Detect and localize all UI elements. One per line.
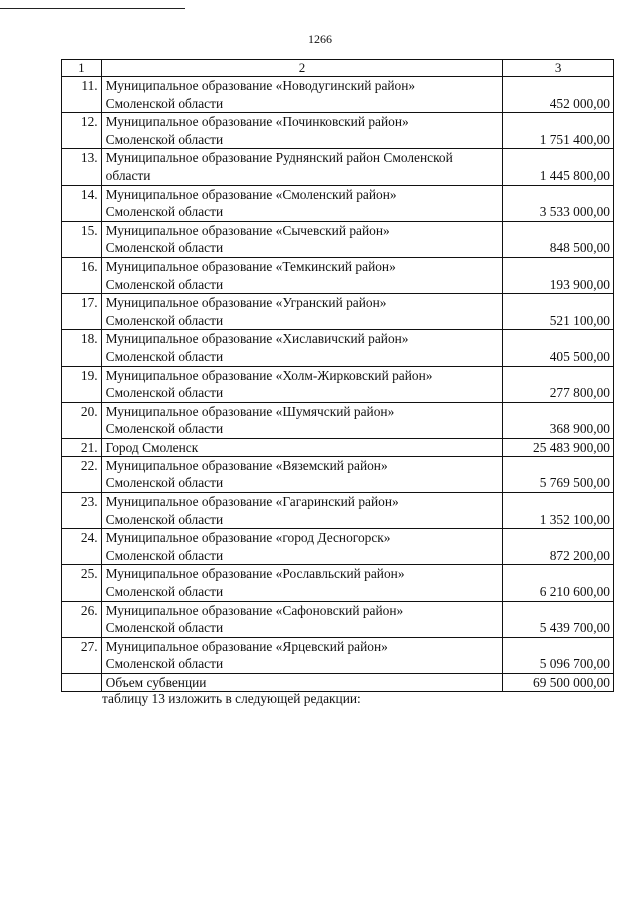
- row-number: 23.: [62, 493, 102, 529]
- table-row: [62, 330, 614, 366]
- total-row: [62, 674, 614, 692]
- subsidy-amount: 368 900,00: [503, 402, 614, 438]
- row-number: 24.: [62, 529, 102, 565]
- total-label: Объем субвенции: [101, 674, 503, 692]
- row-number: 13.: [62, 149, 102, 185]
- table-row: [62, 294, 614, 330]
- row-number: 22.: [62, 456, 102, 492]
- subsidy-amount: 193 900,00: [503, 257, 614, 293]
- municipality-name-line-2: Смоленской области: [105, 547, 224, 563]
- table-row: [62, 185, 614, 221]
- scan-edge-line: [0, 8, 185, 9]
- table-row: [62, 149, 614, 185]
- row-number: 27.: [62, 637, 102, 673]
- municipality-name-line-1: Муниципальное образование «Сафоновский район»: [105, 602, 404, 618]
- municipality-name: [101, 77, 503, 113]
- subsidy-table: [61, 59, 614, 692]
- table-row: [62, 529, 614, 565]
- table-row: [62, 366, 614, 402]
- municipality-name: [101, 637, 503, 673]
- page-number: 1266: [308, 32, 332, 46]
- municipality-name: [101, 149, 503, 185]
- municipality-name-line-2: Смоленской области: [105, 276, 224, 292]
- municipality-name: [101, 294, 503, 330]
- municipality-name: [101, 330, 503, 366]
- amendment-note: таблицу 13 изложить в следующей редакции:: [102, 691, 361, 706]
- subsidy-amount: 872 200,00: [503, 529, 614, 565]
- municipality-name: [101, 402, 503, 438]
- table-row: [62, 493, 614, 529]
- municipality-name-line-1: Муниципальное образование «Сычевский район»: [105, 222, 390, 238]
- municipality-name-line-1: Муниципальное образование «Новодугинский район»: [105, 78, 416, 93]
- total-amount: 69 500 000,00: [503, 674, 614, 692]
- municipality-name-line-1: Муниципальное образование «Смоленский район»: [105, 186, 397, 202]
- municipality-name: [101, 257, 503, 293]
- municipality-name-line-1: Муниципальное образование «Угранский район»: [105, 295, 387, 311]
- municipality-name: [101, 565, 503, 601]
- header-col-3: 3: [503, 60, 614, 77]
- table-row: [62, 456, 614, 492]
- municipality-name-line-2: Смоленской области: [105, 95, 224, 111]
- municipality-name-line-2: Смоленской области: [105, 656, 224, 672]
- municipality-name: [101, 113, 503, 149]
- subsidy-amount: 1 352 100,00: [503, 493, 614, 529]
- municipality-name-line-1: Муниципальное образование «Починковский район»: [105, 114, 409, 130]
- row-number: 26.: [62, 601, 102, 637]
- municipality-name-line-2: Смоленской области: [105, 348, 224, 364]
- municipality-name-line-1: Город Смоленск: [105, 439, 199, 455]
- subsidy-amount: 452 000,00: [503, 77, 614, 113]
- municipality-name: [101, 601, 503, 637]
- header-col-1: 1: [62, 60, 102, 77]
- table-row: [62, 601, 614, 637]
- municipality-name-line-2: Смоленской области: [105, 312, 224, 328]
- table-row: [62, 565, 614, 601]
- municipality-name-line-2: Смоленской области: [105, 240, 224, 256]
- table-row: [62, 637, 614, 673]
- municipality-name-line-1: Муниципальное образование «Гагаринский район»: [105, 494, 399, 510]
- row-number: 21.: [62, 438, 102, 456]
- municipality-name: [101, 221, 503, 257]
- total-row-number: [62, 674, 102, 692]
- municipality-name-line-1: Муниципальное образование «Шумячский район»: [105, 403, 395, 419]
- table-row: [62, 402, 614, 438]
- municipality-name-line-2: области: [105, 167, 151, 183]
- subsidy-amount: 848 500,00: [503, 221, 614, 257]
- subsidy-amount: 3 533 000,00: [503, 185, 614, 221]
- municipality-name-line-2: Смоленской области: [105, 620, 224, 636]
- municipality-name-line-2: Смоленской области: [105, 475, 224, 491]
- municipality-name: [101, 529, 503, 565]
- municipality-name-line-1: Муниципальное образование «Вяземский район»: [105, 457, 388, 473]
- row-number: 16.: [62, 257, 102, 293]
- municipality-name-line-2: Смоленской области: [105, 204, 224, 220]
- row-number: 25.: [62, 565, 102, 601]
- table-header-row: [62, 60, 614, 77]
- row-number: 19.: [62, 366, 102, 402]
- municipality-name: [101, 493, 503, 529]
- subsidy-amount: 1 445 800,00: [503, 149, 614, 185]
- table-row: [62, 221, 614, 257]
- row-number: 14.: [62, 185, 102, 221]
- municipality-name-line-1: Муниципальное образование «Ярцевский район»: [105, 638, 388, 654]
- row-number: 15.: [62, 221, 102, 257]
- subsidy-amount: 277 800,00: [503, 366, 614, 402]
- municipality-name-line-2: Смоленской области: [105, 421, 224, 437]
- subsidy-amount: 521 100,00: [503, 294, 614, 330]
- municipality-name: [101, 366, 503, 402]
- table-row: [62, 113, 614, 149]
- municipality-name-line-1: Муниципальное образование «Рославльский район»: [105, 566, 405, 582]
- table-row: [62, 438, 614, 456]
- subsidy-amount: 1 751 400,00: [503, 113, 614, 149]
- subsidy-amount: 6 210 600,00: [503, 565, 614, 601]
- row-number: 11.: [62, 77, 102, 113]
- municipality-name: [101, 185, 503, 221]
- municipality-name-line-2: Смоленской области: [105, 511, 224, 527]
- row-number: 18.: [62, 330, 102, 366]
- municipality-name-line-2: Смоленской области: [105, 131, 224, 147]
- subsidy-amount: 25 483 900,00: [503, 438, 614, 456]
- municipality-name: [101, 456, 503, 492]
- table-row: [62, 257, 614, 293]
- municipality-name-line-1: Муниципальное образование «город Десногорск»: [105, 530, 391, 546]
- row-number: 12.: [62, 113, 102, 149]
- row-number: 17.: [62, 294, 102, 330]
- subsidy-amount: 5 769 500,00: [503, 456, 614, 492]
- header-col-2: 2: [101, 60, 503, 77]
- table-row: [62, 77, 614, 113]
- subsidy-amount: 5 439 700,00: [503, 601, 614, 637]
- municipality-name: [101, 438, 503, 456]
- municipality-name-line-1: Муниципальное образование Руднянский район Смоленской: [105, 150, 453, 166]
- municipality-name-line-2: Смоленской области: [105, 584, 224, 600]
- municipality-name-line-1: Муниципальное образование «Хиславичский район»: [105, 331, 409, 347]
- municipality-name-line-1: Муниципальное образование «Холм-Жирковский район»: [105, 367, 433, 383]
- municipality-name-line-2: Смоленской области: [105, 385, 224, 401]
- subsidy-amount: 405 500,00: [503, 330, 614, 366]
- municipality-name-line-1: Муниципальное образование «Темкинский район»: [105, 258, 396, 274]
- row-number: 20.: [62, 402, 102, 438]
- subsidy-amount: 5 096 700,00: [503, 637, 614, 673]
